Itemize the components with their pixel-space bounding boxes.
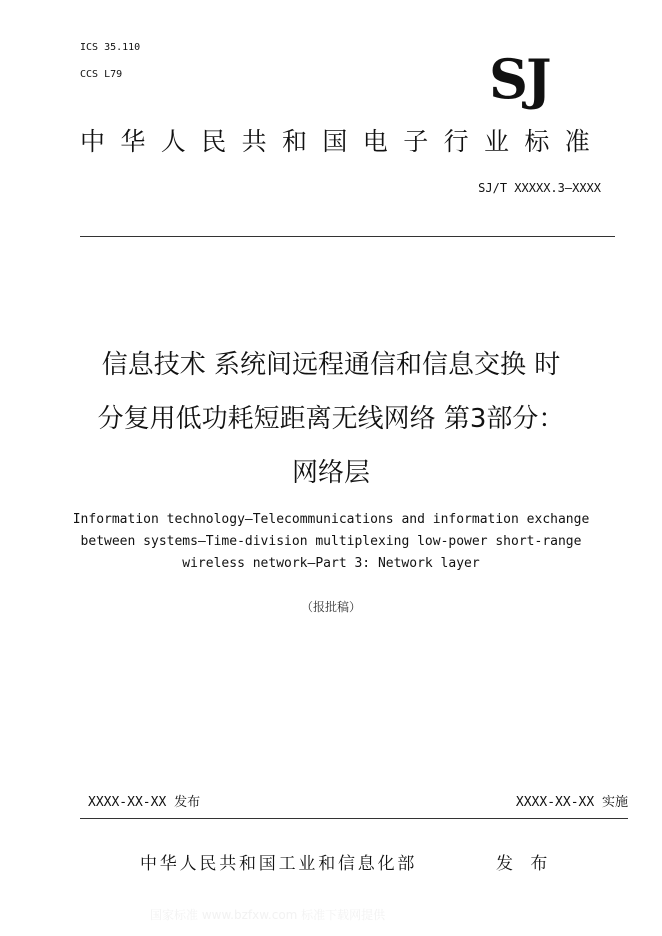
watermark: 国家标准 www.bzfxw.com 标准下载网提供 <box>150 908 386 922</box>
english-title-line-3: wireless network—Part 3: Network layer <box>182 556 480 571</box>
chinese-title-line-1: 信息技术 系统间远程通信和信息交换 时 <box>101 350 561 380</box>
ics-code: ICS 35.110 <box>80 42 141 53</box>
issue-label: 发 布 <box>496 854 554 874</box>
english-title-line-1: Information technology—Telecommunications and information exchange <box>72 512 590 527</box>
standard-category-heading: 中华人民共和国电子行业标准 <box>80 127 606 156</box>
english-title <box>60 509 602 575</box>
top-divider <box>80 236 615 237</box>
standard-number: SJ/T XXXXX.3—XXXX <box>478 181 601 195</box>
sj-logo: SJ <box>489 47 550 111</box>
chinese-title-line-3: 网络层 <box>291 458 370 488</box>
english-title-line-2: between systems—Time-division multiplexing low-power short-range <box>80 534 582 549</box>
bottom-divider <box>80 818 628 819</box>
implement-date: XXXX-XX-XX 实施 <box>515 795 628 810</box>
chinese-title-line-2: 分复用低功耗短距离无线网络 第3部分： <box>97 404 565 434</box>
issuing-authority: 中华人民共和国工业和信息化部 <box>140 854 418 874</box>
draft-status: （报批稿） <box>300 600 361 614</box>
ccs-code: CCS L79 <box>80 69 123 80</box>
chinese-title <box>60 338 602 500</box>
publish-date: XXXX-XX-XX 发布 <box>88 795 201 810</box>
